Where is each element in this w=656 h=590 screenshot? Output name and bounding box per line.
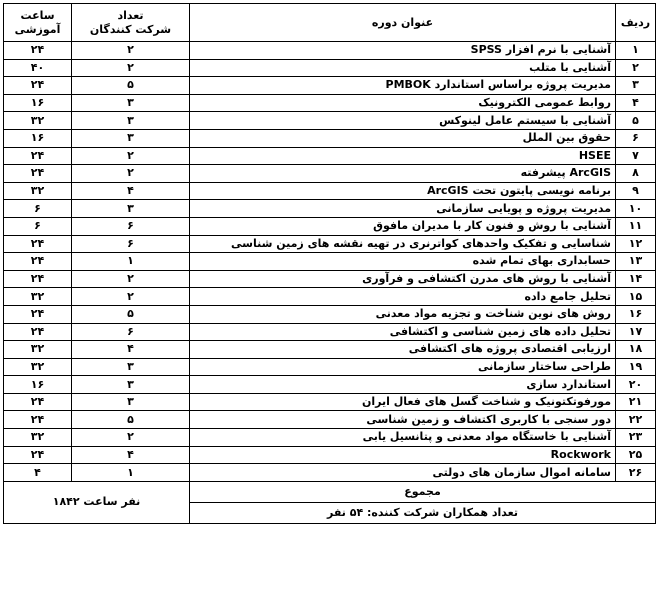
row-number: ۶ <box>616 129 656 147</box>
row-participant-count: ۱ <box>72 464 190 482</box>
table-row <box>4 393 656 411</box>
row-course-title: طراحی ساختار سازمانی <box>190 358 616 376</box>
row-number: ۲۵ <box>616 446 656 464</box>
row-course-title: آشنایی با روش و فنون کار با مدیران مافوق <box>190 217 616 235</box>
row-hours: ۲۴ <box>4 147 72 165</box>
courses-table <box>3 3 656 524</box>
row-hours: ۲۴ <box>4 42 72 60</box>
table-footer <box>4 481 656 523</box>
row-number: ۲۲ <box>616 411 656 429</box>
header-participants <box>72 4 190 42</box>
row-course-title: دور سنجی با کاربری اکتشاف و زمین شناسی <box>190 411 616 429</box>
row-participant-count: ۵ <box>72 411 190 429</box>
header-row <box>4 4 656 42</box>
row-number: ۱۵ <box>616 288 656 306</box>
row-participant-count: ۲ <box>72 59 190 77</box>
table-row <box>4 270 656 288</box>
row-participant-count: ۲ <box>72 165 190 183</box>
row-participant-count: ۶ <box>72 323 190 341</box>
row-number: ۱۲ <box>616 235 656 253</box>
table-body <box>4 42 656 482</box>
table-row <box>4 305 656 323</box>
row-course-title: آشنایی با متلب <box>190 59 616 77</box>
table-row <box>4 59 656 77</box>
row-number: ۷ <box>616 147 656 165</box>
row-number: ۲ <box>616 59 656 77</box>
row-hours: ۲۴ <box>4 305 72 323</box>
row-hours: ۳۲ <box>4 182 72 200</box>
row-hours: ۲۴ <box>4 411 72 429</box>
row-number: ۲۶ <box>616 464 656 482</box>
header-row-number: ردیف <box>616 4 656 42</box>
row-course-title: تحلیل جامع داده <box>190 288 616 306</box>
row-hours: ۲۴ <box>4 270 72 288</box>
row-participant-count: ۵ <box>72 77 190 95</box>
header-hours <box>4 4 72 42</box>
row-hours: ۲۴ <box>4 393 72 411</box>
row-course-title: روش های نوین شناخت و تجزیه مواد معدنی <box>190 305 616 323</box>
row-hours: ۱۶ <box>4 129 72 147</box>
row-number: ۸ <box>616 165 656 183</box>
row-participant-count: ۳ <box>72 376 190 394</box>
table-row <box>4 323 656 341</box>
row-hours: ۴۰ <box>4 59 72 77</box>
table-row <box>4 129 656 147</box>
row-number: ۱ <box>616 42 656 60</box>
row-participant-count: ۳ <box>72 94 190 112</box>
table-row <box>4 147 656 165</box>
row-number: ۱۷ <box>616 323 656 341</box>
header-count-line2: شرکت کنندگان <box>89 22 172 36</box>
header-hours-line1: ساعت <box>20 8 55 22</box>
table-row <box>4 411 656 429</box>
row-participant-count: ۲ <box>72 270 190 288</box>
row-number: ۱۹ <box>616 358 656 376</box>
row-course-title: مورفوتکتونیک و شناخت گسل های فعال ایران <box>190 393 616 411</box>
table-row <box>4 235 656 253</box>
row-number: ۱۳ <box>616 253 656 271</box>
table-row <box>4 182 656 200</box>
row-participant-count: ۳ <box>72 200 190 218</box>
row-hours: ۳۲ <box>4 358 72 376</box>
row-participant-count: ۲ <box>72 42 190 60</box>
table-row <box>4 376 656 394</box>
row-participant-count: ۳ <box>72 112 190 130</box>
header-course-title: عنوان دوره <box>190 4 616 42</box>
row-hours: ۳۲ <box>4 288 72 306</box>
row-participant-count: ۶ <box>72 217 190 235</box>
row-hours: ۲۴ <box>4 253 72 271</box>
row-number: ۲۳ <box>616 429 656 447</box>
row-hours: ۳۲ <box>4 341 72 359</box>
table-row <box>4 253 656 271</box>
row-course-title: مدیریت پروژه و پویایی سازمانی <box>190 200 616 218</box>
row-number: ۴ <box>616 94 656 112</box>
row-course-title: سامانه اموال سازمان های دولتی <box>190 464 616 482</box>
row-hours: ۳۲ <box>4 112 72 130</box>
table-row <box>4 165 656 183</box>
footer-row-total <box>4 481 656 502</box>
row-course-title: تحلیل داده های زمین شناسی و اکتشافی <box>190 323 616 341</box>
row-number: ۳ <box>616 77 656 95</box>
table-row <box>4 200 656 218</box>
row-participant-count: ۴ <box>72 341 190 359</box>
row-number: ۲۰ <box>616 376 656 394</box>
row-number: ۱۰ <box>616 200 656 218</box>
row-participant-count: ۳ <box>72 129 190 147</box>
row-course-title: شناسایی و تفکیک واحدهای کواترنری در تهیه نقشه های زمین شناسی <box>190 235 616 253</box>
table-row <box>4 429 656 447</box>
row-number: ۱۴ <box>616 270 656 288</box>
row-course-title: مدیریت پروژه براساس استاندارد PMBOK <box>190 77 616 95</box>
row-course-title: حسابداری بهای تمام شده <box>190 253 616 271</box>
row-hours: ۳۲ <box>4 429 72 447</box>
row-hours: ۱۶ <box>4 376 72 394</box>
row-participant-count: ۲ <box>72 429 190 447</box>
row-participant-count: ۴ <box>72 182 190 200</box>
row-participant-count: ۳ <box>72 393 190 411</box>
row-hours: ۶ <box>4 200 72 218</box>
row-hours: ۲۴ <box>4 446 72 464</box>
table-row <box>4 464 656 482</box>
row-course-title: آشنایی با خاستگاه مواد معدنی و پتانسیل یابی <box>190 429 616 447</box>
row-course-title: استاندارد سازی <box>190 376 616 394</box>
row-participant-count: ۱ <box>72 253 190 271</box>
total-label: مجموع <box>190 481 656 502</box>
row-course-title: ارزیابی اقتصادی پروژه های اکتشافی <box>190 341 616 359</box>
table-row <box>4 42 656 60</box>
row-course-title: HSEE <box>190 147 616 165</box>
table-row <box>4 217 656 235</box>
row-course-title: آشنایی با روش های مدرن اکتشافی و فرآوری <box>190 270 616 288</box>
row-number: ۱۸ <box>616 341 656 359</box>
row-course-title: برنامه نویسی پایتون تحت ArcGIS <box>190 182 616 200</box>
row-participant-count: ۲ <box>72 288 190 306</box>
table-row <box>4 94 656 112</box>
row-course-title: Rockwork <box>190 446 616 464</box>
row-number: ۵ <box>616 112 656 130</box>
row-course-title: روابط عمومی الکترونیک <box>190 94 616 112</box>
row-participant-count: ۶ <box>72 235 190 253</box>
row-number: ۹ <box>616 182 656 200</box>
row-participant-count: ۲ <box>72 147 190 165</box>
row-hours: ۴ <box>4 464 72 482</box>
row-participant-count: ۵ <box>72 305 190 323</box>
table-row <box>4 77 656 95</box>
table-row <box>4 341 656 359</box>
row-hours: ۲۴ <box>4 235 72 253</box>
row-participant-count: ۳ <box>72 358 190 376</box>
row-course-title: ArcGIS پیشرفته <box>190 165 616 183</box>
table-row <box>4 112 656 130</box>
row-hours: ۲۴ <box>4 165 72 183</box>
row-hours: ۲۴ <box>4 323 72 341</box>
table-row <box>4 358 656 376</box>
row-hours: ۶ <box>4 217 72 235</box>
table-row <box>4 446 656 464</box>
table-row <box>4 288 656 306</box>
row-course-title: آشنایی با نرم افزار SPSS <box>190 42 616 60</box>
row-number: ۱۱ <box>616 217 656 235</box>
row-number: ۱۶ <box>616 305 656 323</box>
row-hours: ۱۶ <box>4 94 72 112</box>
header-count-line1: تعداد <box>117 8 144 22</box>
row-number: ۲۱ <box>616 393 656 411</box>
total-hours-value: ۱۸۴۲ نفر ساعت <box>4 481 190 523</box>
row-course-title: حقوق بین الملل <box>190 129 616 147</box>
header-hours-line2: آموزشی <box>14 22 61 36</box>
row-hours: ۲۴ <box>4 77 72 95</box>
participants-count: تعداد همکاران شرکت کننده: ۵۴ نفر <box>190 502 656 523</box>
row-course-title: آشنایی با سیستم عامل لینوکس <box>190 112 616 130</box>
row-participant-count: ۴ <box>72 446 190 464</box>
